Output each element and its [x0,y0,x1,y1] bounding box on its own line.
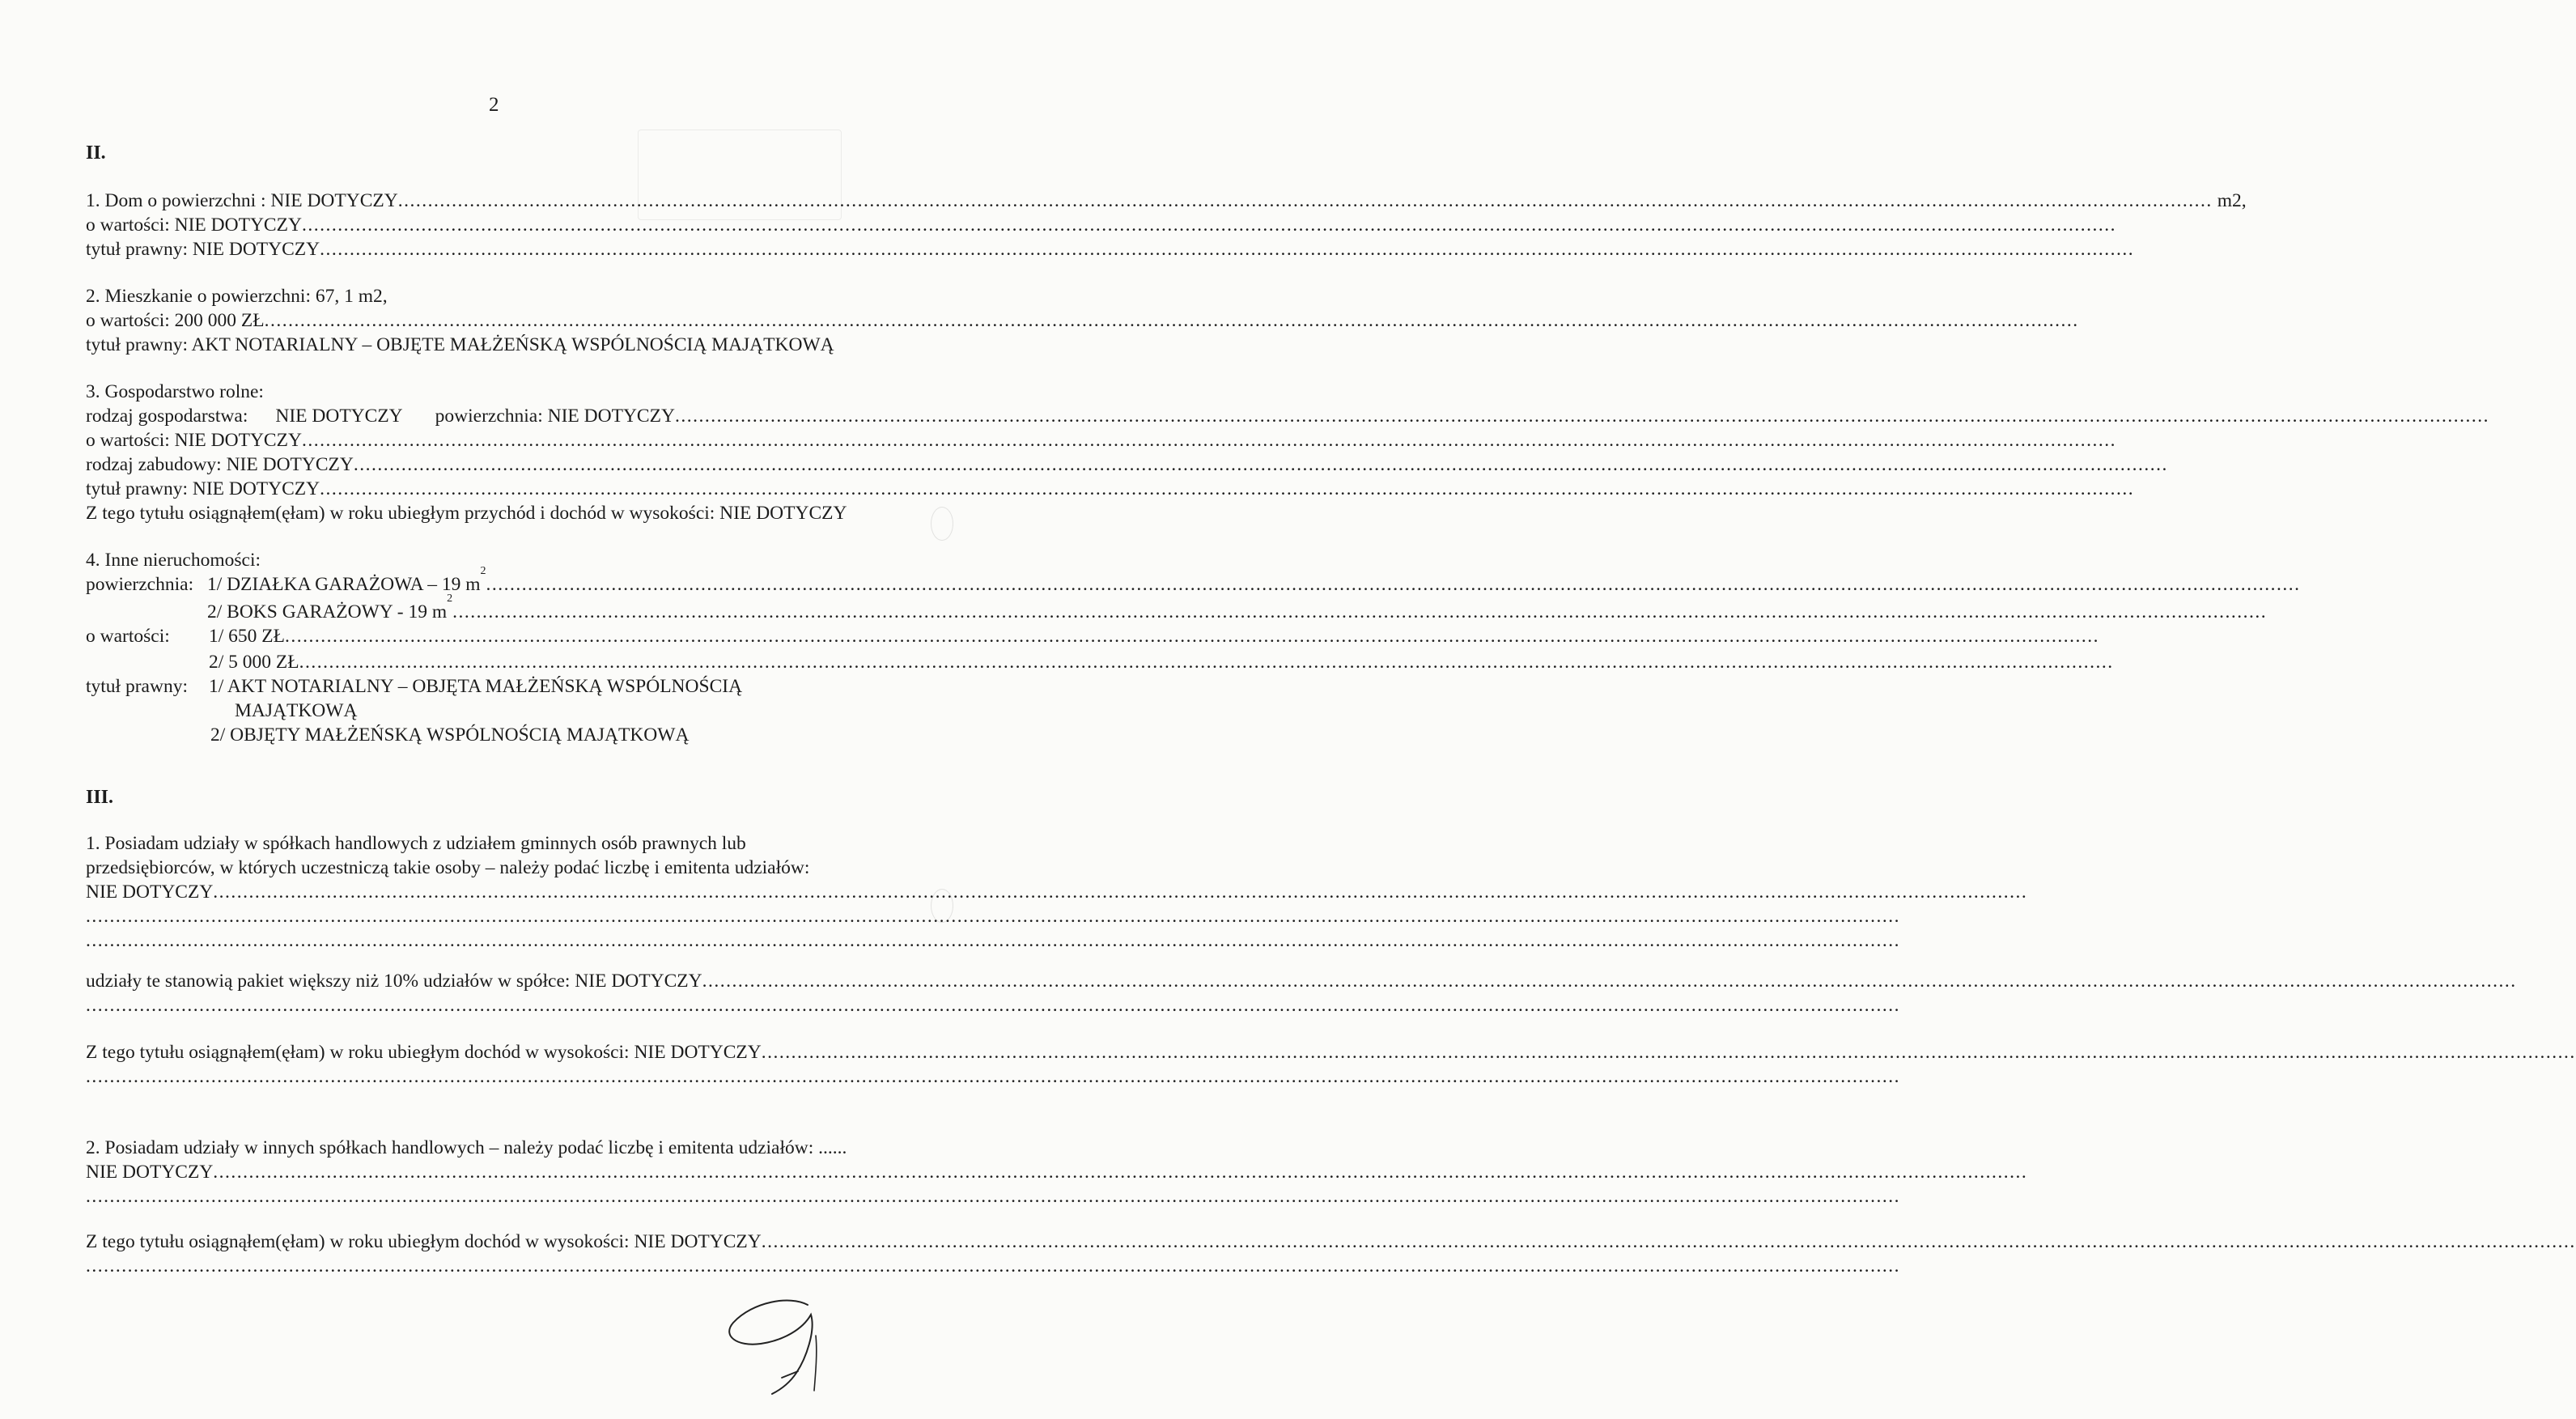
house-title-line: tytuł prawny: NIE DOTYCZY ..... [86,236,900,262]
shares-other-line-1: 2. Posiadam udziały w innych spółkach handlowych – należy podać liczbę i emitenta udziałów: ...... [86,1137,847,1158]
blank-dotted-line [86,992,900,1018]
other-property-value-1: o wartości: 1/ 650 ZŁ ..... [86,623,900,649]
blank-dotted-line [86,1183,900,1209]
blank-dotted-line [86,903,900,929]
blank-dotted-line [86,1064,900,1090]
blank-dotted-line [86,928,900,954]
blank-dotted-line [86,1253,900,1279]
section-iii-heading: III. [86,787,114,808]
punch-hole-mark [931,507,953,541]
other-property-value-2: 2/ 5 000 ZŁ ..... [86,649,900,675]
house-value-line: o wartości: NIE DOTYCZY ..... [86,212,900,238]
other-property-title-1: tytuł prawny: 1/ AKT NOTARIALNY – OBJĘTA MAŁŻEŃSKĄ WSPÓLNOŚCIĄ [86,676,743,697]
apartment-title-line: tytuł prawny: AKT NOTARIALNY – OBJĘTE MAŁŻEŃSKĄ WSPÓLNOŚCIĄ MAJĄTKOWĄ [86,334,834,355]
shares-other-income-line: Z tego tytułu osiągnąłem(ęłam) w roku ubiegłym dochód w wysokości: NIE DOTYCZY ..... [86,1229,900,1255]
shares-municipal-line-2: przedsiębiorców, w których uczestniczą takie osoby – należy podać liczbę i emitenta udziałów: [86,857,810,878]
farm-income-line: Z tego tytułu osiągnąłem(ęłam) w roku ubiegłym przychód i dochód w wysokości: NIE DOTYCZY [86,503,847,524]
shares-municipal-answer: NIE DOTYCZY ..... [86,879,900,905]
other-property-title-2: 2/ OBJĘTY MAŁŻEŃSKĄ WSPÓLNOŚCIĄ MAJĄTKOWĄ [210,724,690,746]
page-number: 2 [489,94,499,116]
shares-over-10-line: udziały te stanowią pakiet większy niż 10% udziałów w spółce: NIE DOTYCZY ..... [86,968,900,994]
farm-title-line: tytuł prawny: NIE DOTYCZY ..... [86,476,900,502]
farm-buildings-line: rodzaj zabudowy: NIE DOTYCZY ..... [86,452,900,478]
shares-municipal-income-line: Z tego tytułu osiągnąłem(ęłam) w roku ubiegłym dochód w wysokości: NIE DOTYCZY ..... [86,1039,900,1065]
farm-heading: 3. Gospodarstwo rolne: [86,381,264,402]
other-property-heading: 4. Inne nieruchomości: [86,550,261,571]
other-property-area-2: 2/ BOKS GARAŻOWY - 19 m 2 ..... [86,599,900,625]
other-property-title-1-cont: MAJĄTKOWĄ [235,700,358,721]
house-area-line: 1. Dom o powierzchni : NIE DOTYCZY ..... m2, [86,188,616,214]
farm-type-line: rodzaj gospodarstwa: NIE DOTYCZY powierzchnia: NIE DOTYCZY ..... [86,403,900,429]
other-property-area-1: powierzchnia: 1/ DZIAŁKA GARAŻOWA – 19 m 2 ..... [86,571,900,597]
handwritten-signature [712,1287,834,1400]
apartment-area-line: 2. Mieszkanie o powierzchni: 67, 1 m2, [86,286,388,307]
shares-municipal-line-1: 1. Posiadam udziały w spółkach handlowych z udziałem gminnych osób prawnych lub [86,833,746,854]
shares-other-answer: NIE DOTYCZY ..... [86,1159,900,1185]
farm-value-line: o wartości: NIE DOTYCZY ..... [86,427,900,453]
section-ii-heading: II. [86,142,106,164]
apartment-value-line: o wartości: 200 000 ZŁ ..... [86,308,588,334]
